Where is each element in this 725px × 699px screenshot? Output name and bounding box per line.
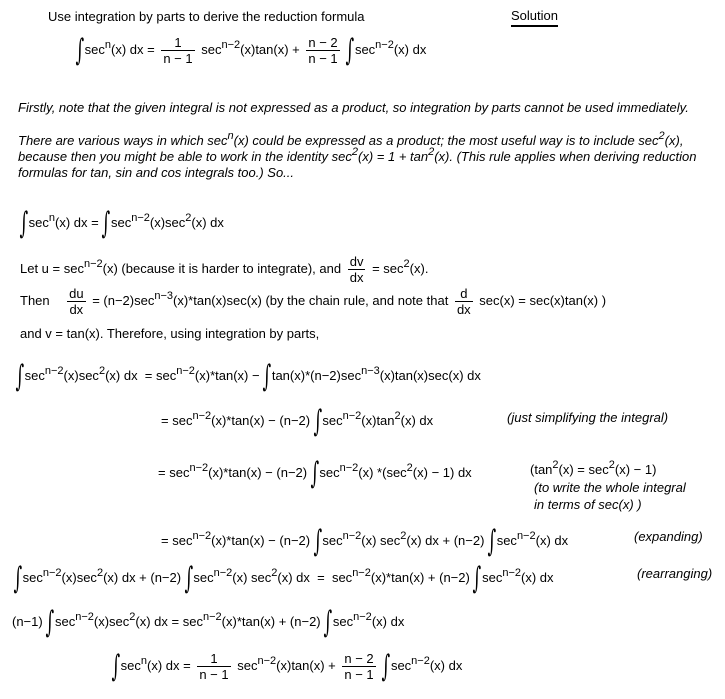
rewrite-integral-line: $\int\sec^n(x)$ dx = $\int\sec^{n-2}(x)\sec^2(x)$ dx xyxy=(19,206,224,241)
identity-substitution-line: = $\sec^{n-2}(x)*\tan(x) - (n-2)$ $\int\sec^{n-2}(x) *(\sec^2(x) - 1)$ dx xyxy=(158,456,472,491)
fraction-dv-dx: $\frac{dv}{dx}$ xyxy=(349,254,364,285)
note-simplifying: (just simplifying the integral) xyxy=(507,410,669,425)
note-write-integral-line-1: (to write the whole integral xyxy=(534,480,686,495)
final-reduction-formula: $\int\sec^n(x)$ dx = $\frac{1}{n - 1}$ $\sec^{n-2}(x)\tan(x)$ + $\frac{n - 2}{n - 1}$ $\int\sec^{n-2}(x)$ dx xyxy=(111,648,463,684)
simplify-line: = $\sec^{n-2}(x)*\tan(x) - (n-2)$ $\int\sec^{n-2}(x)\tan^2(x)$ dx xyxy=(161,404,434,439)
intro-paragraph-1: Firstly, note that the given integral is not expressed as a product, so integration by parts cannot be used immediately. xyxy=(18,100,689,115)
let-u-line: Let $u = \sec^{n-2}(x)$ (because it is harder to integrate), and $\frac{dv}{dx}$ = $\sec^2(x)$. xyxy=(20,254,429,285)
expanding-line: = $\sec^{n-2}(x)*\tan(x) - (n-2)$ $\int\sec^{n-2}(x)$ $\sec^2(x)$ dx + (n−2) $\int\sec^{n-2}(x)$ dx xyxy=(161,524,569,559)
fraction-one-over-n-minus-1: $\frac{1}{n - 1}$ xyxy=(163,35,193,66)
intro-paragraph-2: There are various ways in which $\sec^n(x)$ could be expressed as a product; the most useful way is to include $\sec^2(x)$, because then you might be able to work in the identity $\sec^2(x) = 1 + \tan^2(x)$. (This rule applies when deriving reduction formulas for tan, sin and cos integrals too.) So... xyxy=(18,130,697,180)
rearranging-line: $\int\sec^{n-2}(x)\sec^2(x)$ dx + (n−2) $\int\sec^{n-2}(x)$ $\sec^2(x)$ dx = $\sec^{n-2}(x)*\tan(x) + (n-2)$ $\int\sec^{n-2}(x)$ dx xyxy=(13,561,554,596)
du-dx-line: Then $\frac{du}{dx}$ = $(n-2)\sec^{n-3}(x)*\tan(x)\sec(x)$ (by the chain rule, and note that $\frac{d}{dx}$ sec(x) = sec(x)tan(x) ) xyxy=(20,286,607,317)
fraction-d-dx: $\frac{d}{dx}$ xyxy=(456,286,471,317)
reduction-formula-statement: $\int\sec^n(x)$ dx = $\frac{1}{n - 1}$ $\sec^{n-2}(x)\tan(x)$ + $\frac{n - 2}{n - 1}$ $\int\sec^{n-2}(x)$ dx xyxy=(75,32,427,68)
note-rearranging: (rearranging) xyxy=(637,566,713,581)
by-parts-line: $\int\sec^{n-2}(x)\sec^2(x)$ dx = $\sec^{n-2}(x)*\tan(x) - \int\tan(x)*(n-2)\sec^{n-3}(x)\tan(x)\sec(x)$ dx xyxy=(15,359,481,394)
collect-terms-line: (n−1) $\int\sec^{n-2}(x)\sec^2(x)$ dx = $\sec^{n-2}(x)*\tan(x) + (n-2)$ $\int\sec^{n-2}(x)$ dx xyxy=(12,605,405,640)
fraction-du-dx: $\frac{du}{dx}$ xyxy=(69,286,84,317)
note-write-integral-line-2: in terms of sec(x) ) xyxy=(534,497,642,512)
problem-instruction: Use integration by parts to derive the reduction formula xyxy=(48,9,365,24)
v-definition-line: and v = tan(x). Therefore, using integration by parts, xyxy=(20,326,320,341)
solution-label: Solution xyxy=(511,9,558,22)
fraction-n-minus-2-over-n-minus-1: $\frac{n - 2}{n - 1}$ xyxy=(308,35,338,66)
note-expanding: (expanding) xyxy=(634,529,703,544)
tan-identity-note: $(\tan^2(x) = \sec^2(x) - 1)$ xyxy=(530,459,657,477)
